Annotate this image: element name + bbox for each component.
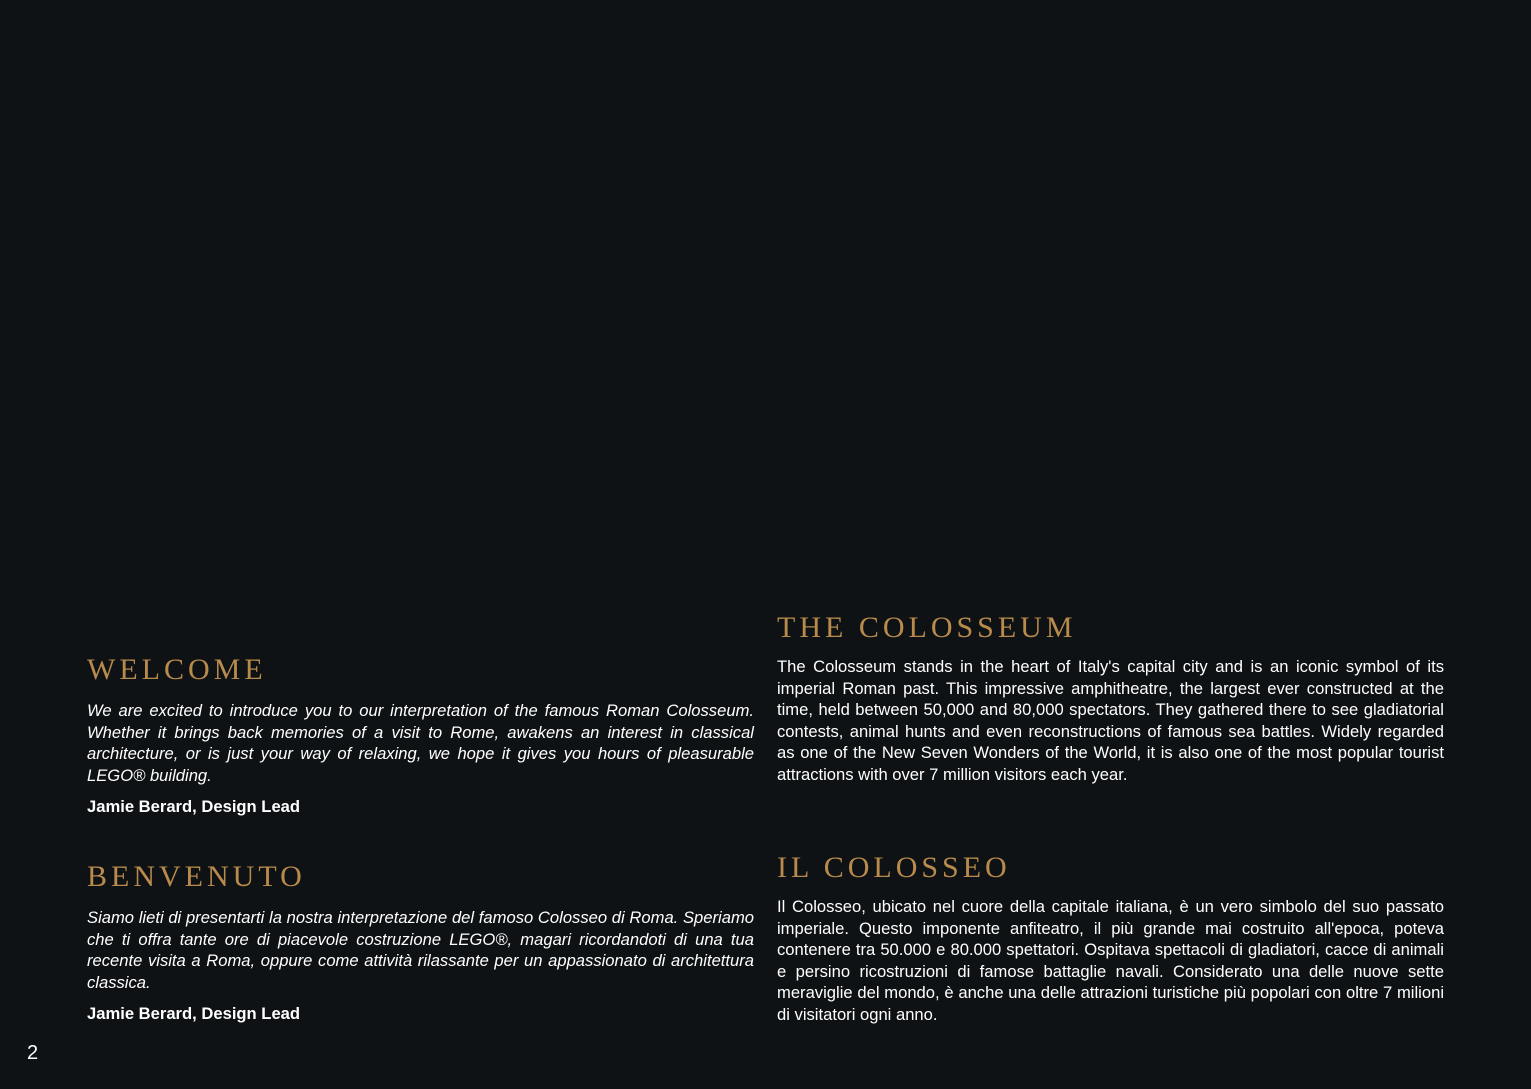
welcome-section [87,655,754,818]
page-number: 2 [27,1042,39,1064]
colosseum-section [777,613,1444,786]
benvenuto-body: Siamo lieti di presentarti la nostra interpretazione del famoso Colosseo di Roma. Speriamo che ti offra tante ore di piacevole costruzione LEGO®, magari ricordandoti di una tua recente visita a Roma, oppure come attività rilassante per un appassionato di architettura classica. [87,908,754,992]
colosseo-heading: IL COLOSSEO [777,851,1011,884]
colosseum-body: The Colosseum stands in the heart of Italy's capital city and is an iconic symbol of its imperial Roman past. This impressive amphitheatre, the largest ever constructed at the time, held between 50,000 and 80,000 spectators. They gathered there to see gladiatorial contests, animal hunts and even reconstructions of famous sea battles. Widely regarded as one of the New Seven Wonders of the World, it is also one of the most popular tourist attractions with over 7 million visitors each year. [777,657,1444,784]
benvenuto-signature: Jamie Berard, Design Lead [87,1004,301,1024]
welcome-signature: Jamie Berard, Design Lead [87,797,301,817]
benvenuto-section [87,862,754,1025]
welcome-heading: WELCOME [87,653,267,686]
benvenuto-heading: BENVENUTO [87,860,306,893]
colosseo-body: Il Colosseo, ubicato nel cuore della capitale italiana, è un vero simbolo del suo passato imperiale. Questo imponente anfiteatro, il più grande mai costruito all'epoca, poteva contenere tra 50.000 e 80.000 spettatori. Ospitava spettacoli di gladiatori, cacce di animali e persino ricostruzioni di famose battaglie navali. Considerato una delle nuove sette meraviglie del mondo, è anche una delle attrazioni turistiche più popolari con oltre 7 milioni di visitatori ogni anno. [777,897,1444,1024]
colosseum-heading: THE COLOSSEUM [777,611,1077,644]
welcome-body: We are excited to introduce you to our interpretation of the famous Roman Colosseum. Whether it brings back memories of a visit to Rome, awakens an interest in classical architecture, or is just your way of relaxing, we hope it gives you hours of pleasurable LEGO® building. [87,701,754,785]
colosseo-section [777,853,1444,1026]
